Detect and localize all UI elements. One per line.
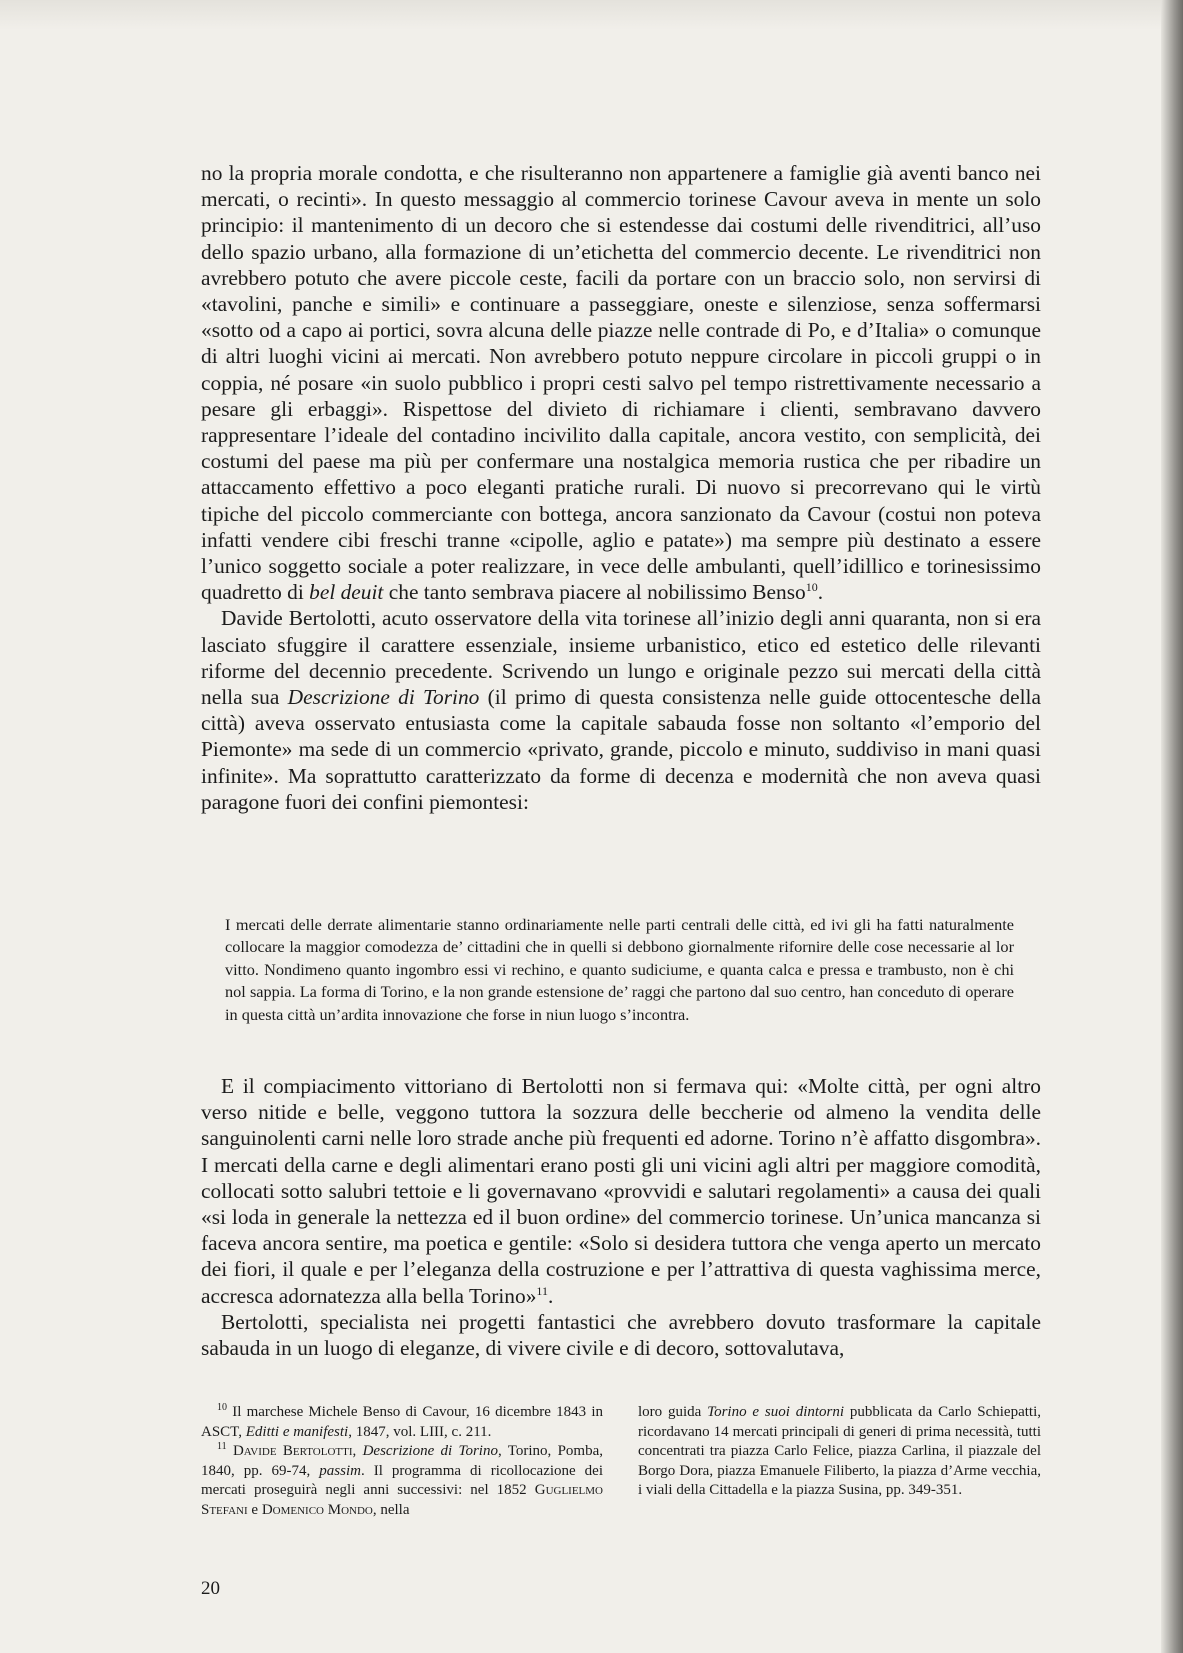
footnote-11-text-b: . Il programma di ricollocazione dei mercati proseguirà negli anni successivi: nel 1852	[201, 1462, 604, 1499]
paragraph-cavour-text: no la propria morale condotta, e che risulteranno non appartenere a famiglie già aventi banco nei mercati, o recinti». In questo messaggio al commercio torinese Cavour aveva in mente un solo principio: il mantenimento di un decoro che si estendesse dai costumi delle rivenditrici, all’uso dello spazio urbano, alla formazione di un’etichetta del commercio decente. Le rivenditrici non avrebbero potuto che avere piccole ceste, facili da portare con un braccio solo, non servirsi di «tavolini, panche e simili» e continuare a passeggiare, oneste e silenziose, senza soffermarsi «sotto od a capo ai portici, sovra alcuna delle piazze nelle contrade di Po, e d’Italia» o comunque di altri luoghi vicini ai mercati. Non avrebbero potuto neppure circolare in piccoli gruppi o in coppia, né posare «in suolo pubblico i propri cesti salvo pel tempo ristrettivamente necessario a pesare gli erbaggi». Rispettose del divieto di richiamare i clienti, sembravano davvero rappresentare l’ideale del contadino incivilito dalla capitale, ancora vestito, con semplicità, dei costumi del paese ma più per confermare una nostalgica memoria rustica che per ribadire un attaccamento effettivo a poco eleganti pratiche rurali. Di nuovo si precorrevano qui le virtù tipiche del piccolo commerciante con bottega, ancora sanzionato da Cavour (costui non poteva infatti vendere cibi freschi tranne «cipolle, aglio e patate») ma sempre più destinato a essere l’unico soggetto sociale a poter realizzare, in vece delle ambulanti, quell’idillico e torinesissimo quadretto di	[201, 161, 1041, 605]
footnote-11-right-italic: Torino e suoi dintorni	[707, 1404, 845, 1420]
paragraph-compiacimento	[201, 1073, 1041, 1309]
footnote-11-text-c: , nella	[372, 1501, 410, 1518]
paragraph-bertolotti-text: Davide Bertolotti, acuto osservatore della vita torinese all’inizio degli anni quaranta, non si era lasciato sfuggire il carattere essenziale, insieme urbanistico, etico ed estetico delle rilevanti riforme del decennio precedente. Scrivendo un lungo e originale pezzo sui mercati della città nella sua	[201, 606, 1041, 710]
page-number: 20	[201, 1578, 220, 1599]
footnote-11-author: Davide Bertolotti	[232, 1443, 353, 1460]
footnote-10-number: 10	[217, 1402, 227, 1413]
paragraph-bertolotti	[201, 605, 1041, 815]
footnote-10-text-b: , 1847, vol. LIII, c. 211.	[348, 1423, 492, 1440]
italic-bel-deuit: bel deuit	[309, 580, 384, 605]
footnote-11-continued	[638, 1403, 1041, 1501]
footnote-11-and: e	[251, 1501, 259, 1518]
paragraph-cavour-period: .	[817, 580, 824, 605]
main-text-block	[201, 160, 1041, 815]
footnote-10-italic: Editti e manifesti	[245, 1423, 349, 1440]
footnote-11-title: Descrizione di Torino	[362, 1443, 498, 1460]
footnote-11-number: 11	[217, 1441, 227, 1453]
footnote-ref-11[interactable]: 11	[536, 1283, 548, 1298]
footnote-11-sep: ,	[352, 1443, 357, 1460]
paragraph-last: Bertolotti, specialista nei progetti fantastici che avrebbero dovuto trasformare la capitale sabauda in un luogo di eleganze, di vivere civile e di decoro, sottovalutava,	[201, 1309, 1041, 1361]
paragraph-cavour-tail: che tanto sembrava piacere al nobilissimo Benso	[388, 580, 806, 605]
footnote-ref-10[interactable]: 10	[805, 580, 818, 595]
block-quote-text: I mercati delle derrate alimentarie stanno ordinariamente nelle parti centrali delle città, ed ivi gli ha fatti naturalmente collocare la maggior comodezza de’ cittadini che in quelli si debbono giornalmente rifornire delle cose necessarie al lor vitto. Nondimeno quanto ingombro essi vi rechino, e quanto sudiciume, e quanta calca e pressa e trambusto, non è chi nol sappia. La forma di Torino, e la non grande estensione de’ raggi che partono dal suo centro, han conceduto di operare in questa città un’ardita innovazione che forse in niun luogo s’incontra.	[225, 915, 1014, 1024]
book-gutter-shadow	[1161, 0, 1183, 1653]
main-text-block-2	[201, 1073, 1041, 1361]
footnote-11	[201, 1442, 603, 1520]
footnote-11-right-b: pubblicata da Carlo Schiepatti, ricordavano 14 mercati principali di generi di prima necessità, tutti concentrati tra piazza Carlo Felice, piazza Carlina, il piazzale del Borgo Dora, piazza Emanuele Filiberto, la piazza d’Arme vecchia, i viali della Cittadella e la piazza Susina, pp. 349-351.	[638, 1404, 1041, 1499]
footnote-11-passim: passim	[319, 1462, 361, 1479]
paragraph-cavour	[201, 160, 1041, 605]
footnotes-left-column	[201, 1403, 603, 1521]
footnote-10	[201, 1403, 603, 1442]
block-quote	[225, 914, 1014, 1026]
footnote-10-text-a: Il marchese Michele Benso di Cavour, 16 dicembre 1843 in ASCT,	[201, 1404, 604, 1440]
paragraph-compiacimento-text: E il compiacimento vittoriano di Bertolotti non si fermava qui: «Molte città, per ogni altro verso nitide e belle, veggono tuttora la sozzura delle beccherie od almeno la vendita delle sanguinolenti carni nelle loro strade anche più frequenti ed adorne. Torino n’è affatto disgombra». I mercati della carne e degli alimentari erano posti gli uni vicini agli altri per maggiore comodità, collocati sotto salubri tettoie e li governavano «provvidi e salutari regolamenti» a causa dei quali «si loda in generale la nettezza ed il buon ordine» del commercio torinese. Un’unica mancanza si faceva ancora sentire, ma poetica e gentile: «Solo si desidera tuttora che venga aperto un mercato dei fiori, il quale e per l’eleganza della costruzione e per l’attrattiva di questa vaghissima merce, accresca adornatezza alla bella Torino»	[201, 1074, 1041, 1308]
page-top-shading	[0, 0, 1161, 30]
footnotes-right-column	[638, 1403, 1041, 1501]
paragraph-bertolotti-rest: (il primo di questa consistenza nelle guide ottocentesche della città) aveva osservato entusiasta come la capitale sabauda fosse non soltanto «l’emporio del Piemonte» ma sede di un commercio «privato, grande, piccolo e minuto, suddiviso in mani quasi infinite». Ma soprattutto caratterizzato da forme di decenza e modernità che non aveva quasi paragone fuori dei confini piemontesi:	[201, 685, 1041, 814]
footnote-11-right-a: loro guida	[638, 1404, 702, 1420]
footnote-11-author-3: Domenico Mondo	[261, 1501, 373, 1518]
paragraph-compiacimento-period: .	[547, 1283, 554, 1308]
footnote-11-author-2: Guglielmo Stefani	[201, 1482, 603, 1518]
italic-descrizione: Descrizione di Torino	[287, 685, 480, 710]
footnote-11-text-a: , Torino, Pomba, 1840, pp. 69-74,	[201, 1443, 604, 1479]
